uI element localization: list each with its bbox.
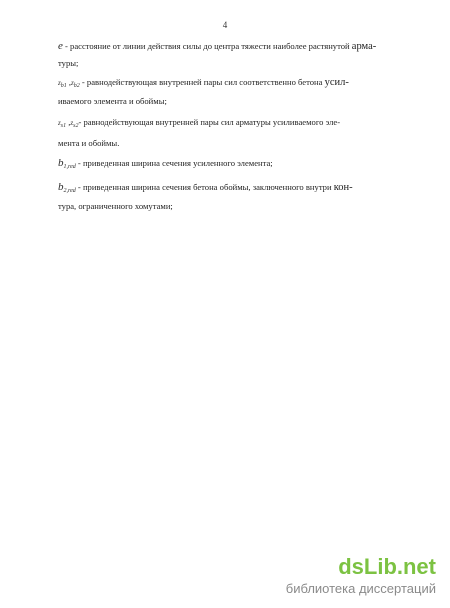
paragraph-line: [58, 116, 340, 132]
symbol-z-b2: zb2: [71, 79, 80, 89]
symbol-b-1red: $b_{1,red}$: [58, 157, 76, 170]
paragraph-continuation: туры;: [58, 58, 79, 68]
paragraph-hyphenated-end: усил-: [324, 77, 349, 88]
paragraph-text: - расстояние от линии действия силы до центра тяжести наиболее растянутой: [62, 41, 352, 51]
paragraph-continuation: иваемого элемента и обоймы;: [58, 96, 167, 106]
paragraph-continuation: мента и обоймы.: [58, 138, 120, 148]
symbol-b-2red: $b_{2,red}$: [58, 181, 76, 194]
paragraph-line: [58, 76, 349, 92]
symbol-separator: ,: [66, 77, 72, 87]
watermark: [236, 554, 436, 600]
paragraph-line: [58, 181, 353, 197]
paragraph-line: [58, 40, 376, 53]
symbol-separator: ,: [66, 117, 71, 127]
paragraph-text: - равнодействующая внутренней пары сил арматуры усиливаемого эле-: [78, 117, 341, 127]
symbol-z-b1: zb1: [58, 79, 67, 89]
symbol-e: e: [58, 40, 63, 52]
symbol-z-s2: zs2: [70, 119, 79, 129]
watermark-subtitle: библиотека диссертаций: [285, 581, 436, 596]
paragraph-continuation: тура, ограниченного хомутами;: [58, 201, 173, 211]
paragraph-text: - приведенная ширина сечения бетона обоймы, заключенного внутри: [75, 182, 334, 192]
paragraph-line: [58, 157, 273, 173]
paragraph-hyphenated-end: кон-: [333, 182, 353, 193]
paragraph-hyphenated-end: арма-: [351, 41, 377, 52]
watermark-logo: dsLib.net: [338, 554, 436, 579]
symbol-z-s1: zs1: [58, 119, 67, 129]
page-number: 4: [222, 20, 228, 30]
paragraph-text: - равнодействующая внутренней пары сил соответственно бетона: [79, 77, 325, 87]
paragraph-text: - приведенная ширина сечения усиленного элемента;: [75, 158, 273, 168]
